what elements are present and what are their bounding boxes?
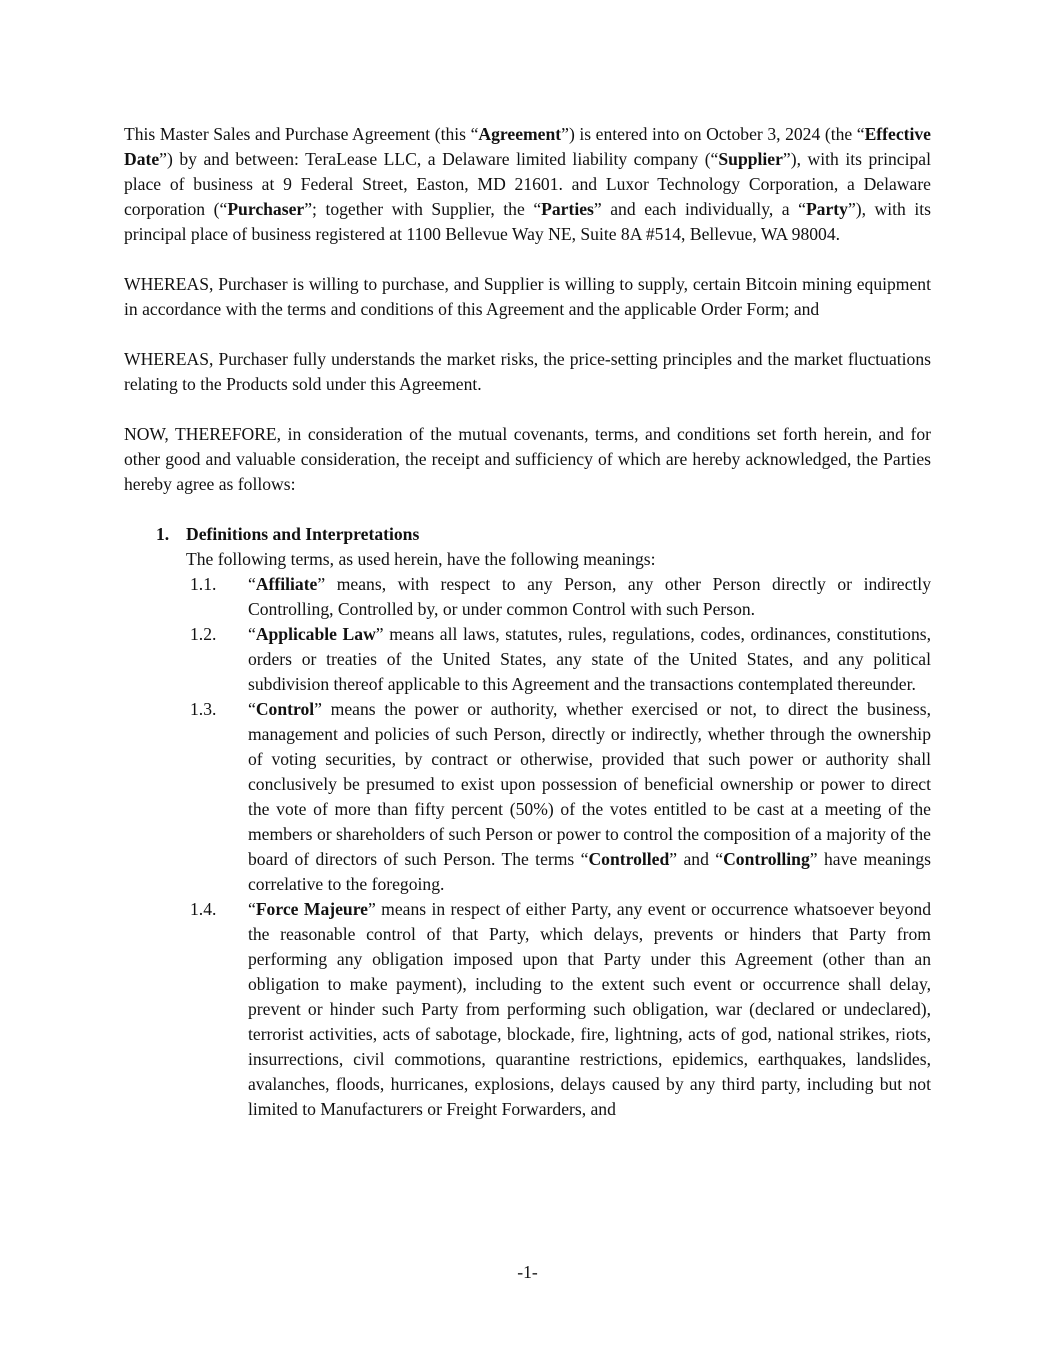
defined-term: Parties	[541, 199, 594, 219]
defined-term: Party	[805, 199, 848, 219]
text-run: ”; together with Supplier, the “	[304, 199, 542, 219]
section-number: 1.	[156, 524, 170, 544]
definition-item	[156, 897, 931, 1122]
whereas-clause-1: WHEREAS, Purchaser is willing to purchase, and Supplier is willing to supply, certain Bitcoin mining equipment in accordance with the terms and conditions of this Agreement and the applicable Order Form; and	[124, 274, 931, 319]
definitions-list	[156, 572, 931, 1122]
definition-number: 1.4.	[190, 899, 217, 919]
defined-term: Controlling	[723, 849, 810, 869]
text-run: ”), with its principal place of business registered at 1100 Bellevue Way NE, Suite 8A #514, Bellevue, WA 98004.	[124, 199, 931, 244]
page-number: -1-	[517, 1262, 538, 1282]
text-run: “	[248, 624, 256, 644]
definition-number: 1.3.	[190, 699, 217, 719]
defined-term: Applicable Law	[255, 624, 376, 644]
section-intro-text: The following terms, as used herein, have the following meanings:	[186, 549, 656, 569]
text-run: ” and “	[669, 849, 724, 869]
section-title: Definitions and Interpretations	[186, 524, 420, 544]
whereas-clause-2: WHEREAS, Purchaser fully understands the market risks, the price-setting principles and the market fluctuations relating to the Products sold under this Agreement.	[124, 349, 931, 394]
text-run: ” means the power or authority, whether exercised or not, to direct the business, management and policies of such Person, directly or indirectly, whether through the ownership of voting securities, by contract or otherwise, provided that such power or authority shall conclusively be presumed to exist upon possession of beneficial ownership or power to direct the vote of more than fifty percent (50%) of the votes entitled to be cast at a meeting of the members or shareholders of such Person or power to control the composition of a majority of the board of directors of such Person. The terms “	[248, 699, 931, 869]
intro-paragraph	[124, 122, 931, 247]
text-run: ” means in respect of either Party, any event or occurrence whatsoever beyond the reasonable control of that Party, which delays, prevents or hinders that Party from performing any obligation imposed upon that Party under this Agreement (other than an obligation to make payment), including to the extent such event or occurrence shall delay, prevent or hinder such Party from performing such obligation, war (declared or undeclared), terrorist activities, acts of sabotage, blockade, fire, lightning, acts of god, national strikes, riots, insurrections, civil commotions, quarantine restrictions, epidemics, earthquakes, landslides, avalanches, floods, hurricanes, explosions, delays caused by any third party, including but not limited to Manufacturers or Freight Forwarders, and	[248, 899, 931, 1119]
defined-term: Affiliate	[255, 574, 318, 594]
definition-number: 1.1.	[190, 574, 217, 594]
defined-term: Control	[255, 699, 315, 719]
text-run: ” have meanings correlative to the foregoing.	[248, 849, 931, 894]
definition-item	[156, 697, 931, 897]
text-run: ”), with its principal place of business at 9 Federal Street, Easton, MD 21601. and Luxor Technology Corporation, a Delaware corporation (“	[124, 149, 931, 219]
text-run: ” means, with respect to any Person, any other Person directly or indirectly Controlling, Controlled by, or under common Control with such Person.	[248, 574, 931, 619]
document-page	[124, 122, 931, 1122]
text-run: “	[248, 699, 256, 719]
section-heading	[156, 522, 931, 547]
defined-term: Effective Date	[124, 124, 931, 169]
section-definitions	[156, 522, 931, 1122]
text-run: ” means all laws, statutes, rules, regulations, codes, ordinances, constitutions, orders or treaties of the United States, any state of the United States, and any political subdivision thereof applicable to this Agreement and the transactions contemplated thereunder.	[248, 624, 931, 694]
defined-term: Agreement	[478, 124, 562, 144]
text-run: ”) is entered into on October 3, 2024 (the “	[561, 124, 865, 144]
text-run: “	[248, 899, 256, 919]
defined-term: Controlled	[588, 849, 670, 869]
definition-number: 1.2.	[190, 624, 217, 644]
defined-term: Supplier	[718, 149, 783, 169]
defined-term: Force Majeure	[255, 899, 368, 919]
text-run: This Master Sales and Purchase Agreement (this “	[124, 124, 479, 144]
text-run: ” and each individually, a “	[593, 199, 806, 219]
definition-item	[156, 622, 931, 697]
now-therefore-clause: NOW, THEREFORE, in consideration of the mutual covenants, terms, and conditions set forth herein, and for other good and valuable consideration, the receipt and sufficiency of which are hereby acknowledged, the Parties hereby agree as follows:	[124, 424, 931, 494]
text-run: ”) by and between: TeraLease LLC, a Delaware limited liability company (“	[159, 149, 719, 169]
text-run: “	[248, 574, 256, 594]
definition-item	[156, 572, 931, 622]
defined-term: Purchaser	[227, 199, 305, 219]
